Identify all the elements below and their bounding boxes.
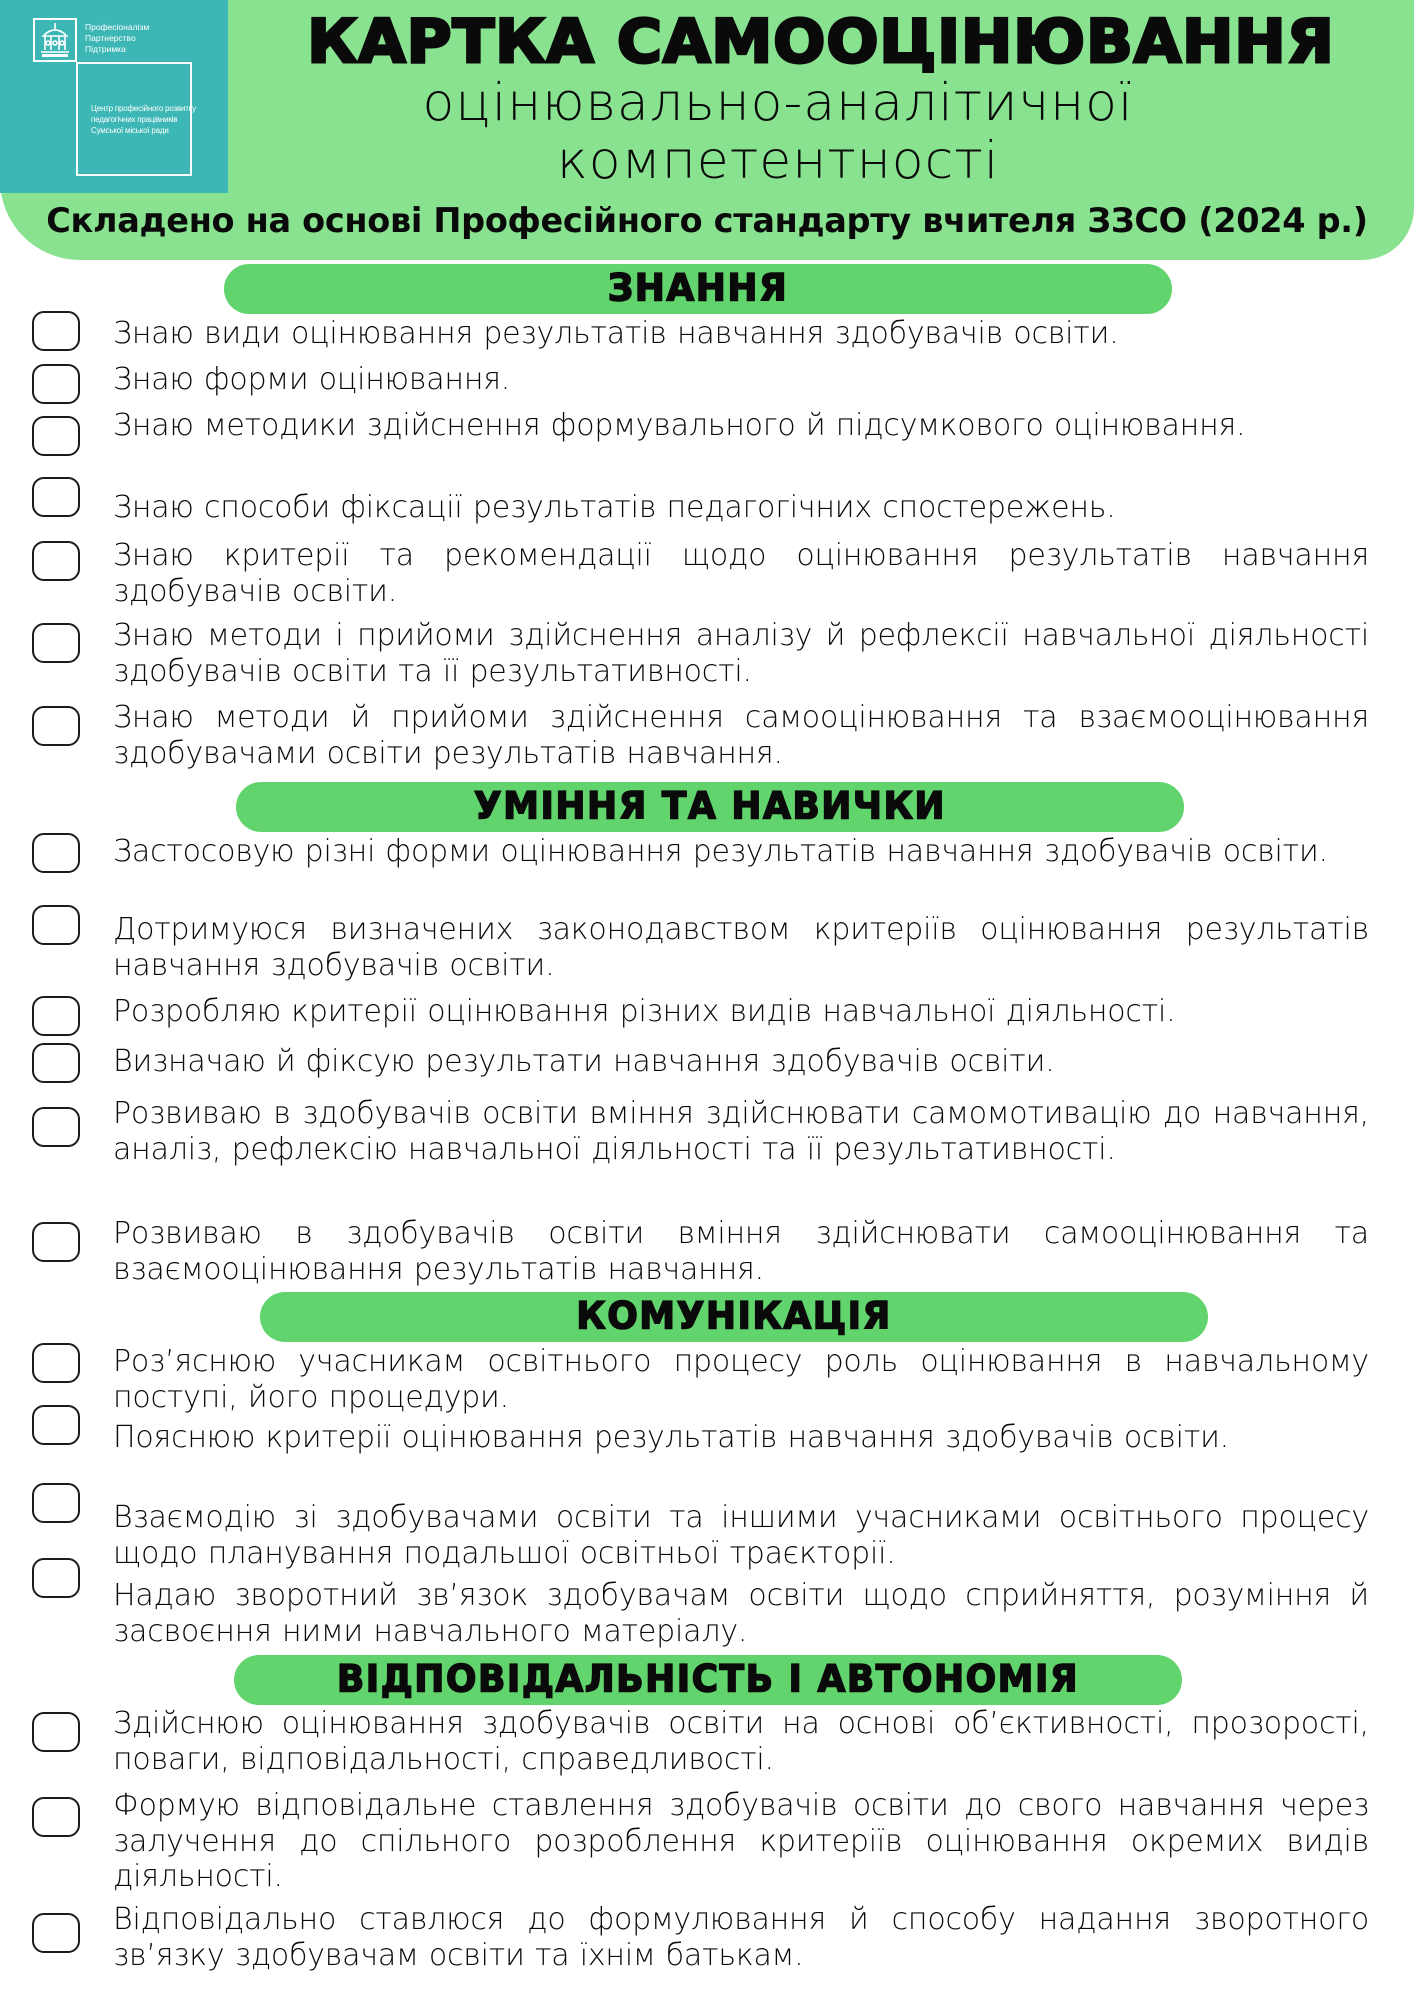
checklist-item-text: Розвиваю в здобувачів освіти вміння здійснювати самомотивацію до навчання, аналіз, рефлексію навчальної діяльності та її результативності. xyxy=(113,1096,1369,1167)
checklist-item-text: Знаю способи фіксації результатів педагогічних спостережень. xyxy=(113,490,1116,525)
self-assessment-checkbox[interactable] xyxy=(32,1712,80,1752)
checklist-item-text: Взаємодію зі здобувачами освіти та іншими учасниками освітнього процесу щодо планування подальшої освітньої траєкторії. xyxy=(113,1500,1369,1571)
self-assessment-checkbox[interactable] xyxy=(32,833,80,873)
section-header xyxy=(236,782,1184,832)
section-title: УМІННЯ ТА НАВИЧКИ xyxy=(473,784,947,828)
self-assessment-checkbox[interactable] xyxy=(32,1107,80,1147)
checklist-item-text: Визначаю й фіксую результати навчання здобувачів освіти. xyxy=(113,1044,1055,1079)
self-assessment-checkbox[interactable] xyxy=(32,1343,80,1383)
self-assessment-checkbox[interactable] xyxy=(32,477,80,517)
standard-basis-note: Складено на основі Професійного стандарту вчителя ЗЗСО (2024 р.) xyxy=(46,201,1368,240)
self-assessment-checkbox[interactable] xyxy=(32,1405,80,1445)
self-assessment-checkbox[interactable] xyxy=(32,996,80,1036)
self-assessment-checkbox[interactable] xyxy=(32,1913,80,1953)
checklist-item-text: Надаю зворотний зв’язок здобувачам освіти щодо сприйняття, розуміння й засвоєння ними навчального матеріалу. xyxy=(113,1578,1369,1649)
section-title: ЗНАННЯ xyxy=(607,266,789,310)
checklist-item-text: Знаю форми оцінювання. xyxy=(113,362,511,397)
logo-organization-name: Центр професійного розвитку педагогічних працівників Сумської міської ради xyxy=(91,104,196,135)
self-assessment-checkbox[interactable] xyxy=(32,364,80,404)
self-assessment-checkbox[interactable] xyxy=(32,1222,80,1262)
self-assessment-checkbox[interactable] xyxy=(32,1483,80,1523)
section-header xyxy=(224,264,1172,314)
checklist-item-text: Знаю методи й прийоми здійснення самооцінювання та взаємооцінювання здобувачами освіти результатів навчання. xyxy=(113,700,1369,771)
checklist-item-text: Знаю методики здійснення формувального й підсумкового оцінювання. xyxy=(113,408,1246,443)
checklist-item-text: Пояснюю критерії оцінювання результатів навчання здобувачів освіти. xyxy=(113,1420,1229,1455)
section-header xyxy=(260,1292,1208,1342)
checklist-item-text: Відповідально ставлюся до формулювання й способу надання зворотного зв’язку здобувачам освіти та їхнім батькам. xyxy=(113,1902,1369,1973)
self-assessment-checkbox[interactable] xyxy=(32,905,80,945)
page-subtitle: оцінювально-аналітичної компетентності xyxy=(422,73,1134,191)
section-title: ВІДПОВІДАЛЬНІСТЬ І АВТОНОМІЯ xyxy=(336,1657,1080,1701)
checklist-item-text: Формую відповідальне ставлення здобувачів освіти до свого навчання через залучення до спільного розроблення критеріїв оцінювання окремих видів діяльності. xyxy=(113,1788,1369,1894)
section-header xyxy=(234,1655,1182,1705)
checklist-item-text: Застосовую різні форми оцінювання результатів навчання здобувачів освіти. xyxy=(113,834,1328,869)
self-assessment-checkbox[interactable] xyxy=(32,706,80,746)
header-banner xyxy=(0,0,1414,260)
section-title: КОМУНІКАЦІЯ xyxy=(576,1294,892,1338)
checklist-item-text: Дотримуюся визначених законодавством критеріїв оцінювання результатів навчання здобувачів освіти. xyxy=(113,912,1369,983)
self-assessment-checkbox[interactable] xyxy=(32,541,80,581)
checklist-item-text: Роз’яснюю учасникам освітнього процесу роль оцінювання в навчальному поступі, його процедури. xyxy=(113,1344,1369,1415)
self-assessment-checkbox[interactable] xyxy=(32,1797,80,1837)
checklist-item-text: Здійснюю оцінювання здобувачів освіти на основі об’єктивності, прозорості, поваги, відповідальності, справедливості. xyxy=(113,1706,1369,1777)
logo-motto: Професіоналізм Партнерство Підтримка xyxy=(85,22,150,54)
building-icon xyxy=(38,22,72,58)
self-assessment-checkbox[interactable] xyxy=(32,1558,80,1598)
checklist-item-text: Знаю методи і прийоми здійснення аналізу й рефлексії навчальної діяльності здобувачів освіти та її результативності. xyxy=(113,618,1369,689)
page-title: КАРТКА САМООЦІНЮВАННЯ xyxy=(307,7,1335,77)
checklist-item-text: Знаю критерії та рекомендації щодо оцінювання результатів навчання здобувачів освіти. xyxy=(113,538,1369,609)
self-assessment-checkbox[interactable] xyxy=(32,311,80,351)
organization-logo xyxy=(0,0,228,193)
checklist-item-text: Розробляю критерії оцінювання різних видів навчальної діяльності. xyxy=(113,994,1176,1029)
self-assessment-checkbox[interactable] xyxy=(32,1043,80,1083)
self-assessment-checkbox[interactable] xyxy=(32,623,80,663)
self-assessment-checkbox[interactable] xyxy=(32,416,80,456)
checklist-item-text: Розвиваю в здобувачів освіти вміння здійснювати самооцінювання та взаємооцінювання результатів навчання. xyxy=(113,1216,1369,1287)
checklist-item-text: Знаю види оцінювання результатів навчання здобувачів освіти. xyxy=(113,316,1119,351)
